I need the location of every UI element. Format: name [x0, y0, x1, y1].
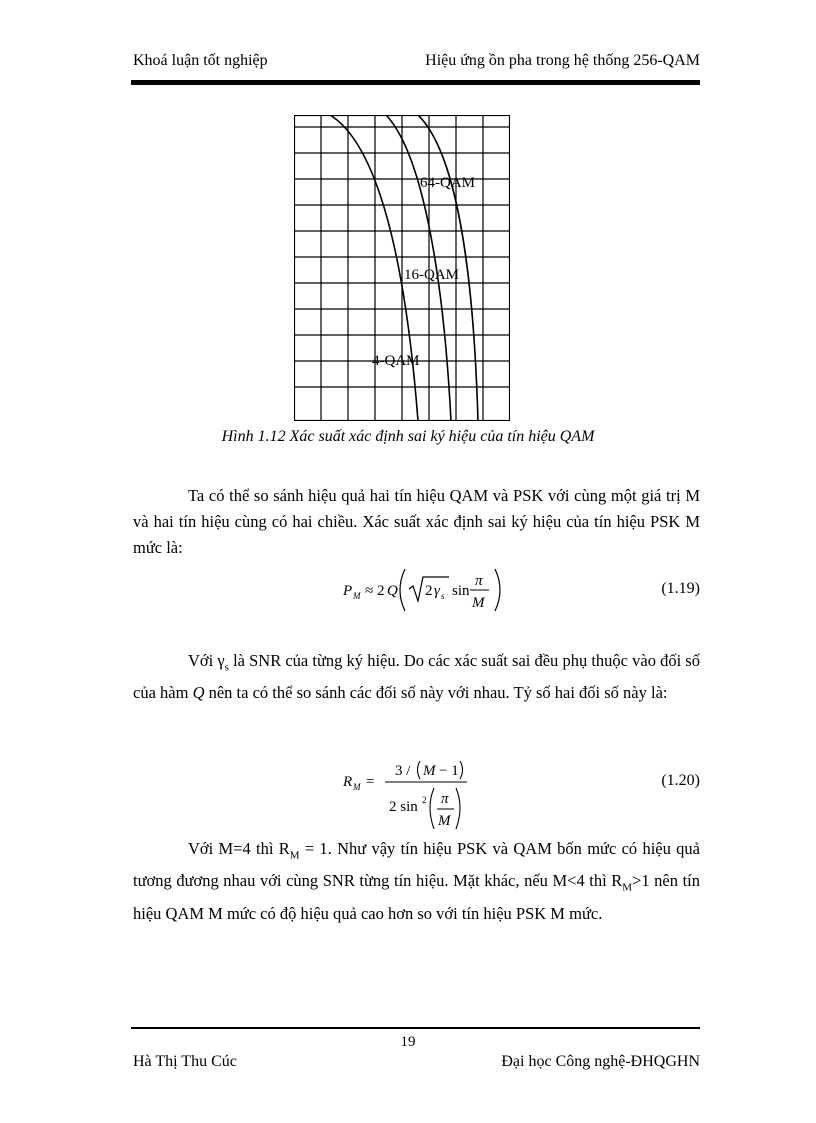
svg-text:π: π: [441, 791, 449, 807]
svg-text:M: M: [423, 763, 436, 779]
footer-author: Hà Thị Thu Cúc: [133, 1053, 237, 1070]
svg-text:2: 2: [425, 583, 433, 599]
svg-text:s: s: [441, 591, 445, 601]
svg-text:=: =: [366, 774, 375, 790]
figure-caption: Hình 1.12 Xác suất xác định sai ký hiệu của tín hiệu QAM: [221, 428, 595, 445]
label-64-qam: 64-QAM: [420, 175, 475, 191]
header-rule: [131, 80, 700, 85]
svg-text:π: π: [475, 573, 483, 589]
footer-institution: Đại học Công nghệ-ĐHQGHN: [501, 1053, 700, 1070]
grid: [294, 115, 510, 421]
paragraph-3: Với M=4 thì $R_M = 1$. Như vậy tín hiệu PSK và QAM bốn mức có hiệu quả tương đương nhau với cùng SNR từng tín hiệu. Mặt khác, nếu M<4 thì $R_M>1$ nên tín hiệu QAM M mức có độ hiệu quả cao hơn so với tín hiệu PSK M mức.: [133, 839, 700, 923]
equation-1-20-graphic: [343, 755, 473, 831]
svg-text:M: M: [438, 813, 451, 829]
svg-text:M: M: [353, 591, 361, 601]
svg-text:γ: γ: [434, 583, 440, 599]
svg-text:2: 2: [422, 795, 427, 805]
qam-error-figure: [294, 115, 510, 421]
svg-text:M: M: [353, 782, 361, 792]
equation-1-20: [343, 755, 473, 831]
paragraph-1: [133, 483, 700, 561]
equation-1-20-number: (1.20): [661, 772, 700, 789]
header-right: Hiệu ứng ồn pha trong hệ thống 256-QAM: [425, 52, 700, 69]
svg-text:P: P: [343, 583, 353, 599]
svg-text:2 sin: 2 sin: [389, 799, 418, 815]
svg-text:3 /: 3 /: [395, 763, 411, 779]
svg-text:sin: sin: [452, 583, 470, 599]
svg-text:R: R: [343, 774, 353, 790]
label-4-qam: 4-QAM: [372, 353, 420, 369]
page-number: 19: [400, 1034, 416, 1050]
equation-1-19: [343, 567, 513, 613]
svg-text:≈ 2: ≈ 2: [365, 583, 385, 599]
header-left: Khoá luận tốt nghiệp: [133, 52, 268, 69]
svg-text:M: M: [472, 595, 485, 611]
paragraph-1-text: Ta có thể so sánh hiệu quả hai tín hiệu QAM và PSK với cùng một giá trị M và hai tín hiệu cùng có hai chiều. Xác suất xác định sai ký hiệu của tín hiệu PSK M mức là:: [133, 486, 700, 557]
footer-rule: [131, 1027, 700, 1029]
equation-1-19-graphic: [343, 567, 513, 613]
label-16-qam: 16-QAM: [404, 267, 459, 283]
svg-text:Q: Q: [387, 583, 398, 599]
equation-1-19-number: (1.19): [661, 580, 700, 597]
svg-text:− 1: − 1: [439, 763, 459, 779]
paragraph-2: Với $\gamma_s$ là SNR của từng ký hiệu. Do các xác suất sai đều phụ thuộc vào đối số của hàm Q nên ta có thể so sánh các đối số này với nhau. Tỷ số hai đối số này là:: [133, 651, 700, 703]
